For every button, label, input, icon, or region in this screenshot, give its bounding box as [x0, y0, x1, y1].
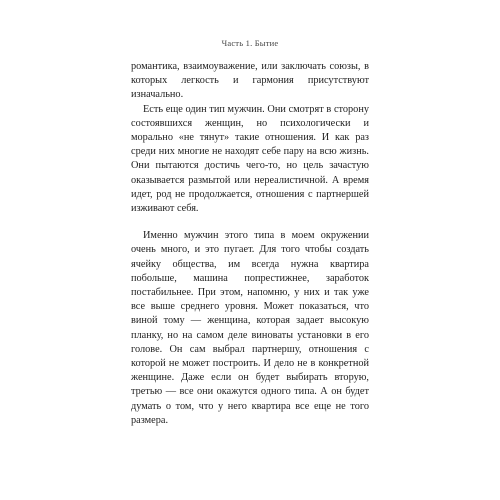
paragraph: Именно мужчин этого типа в моем окружении очень много, и это пугает. Для того чтобы создать ячейку общества, им всегда нужна квартира побольше, машина попрестижнее, заработок постабильнее. При этом, напомню, у них и так уже все выше среднего уровня. Может показаться, что виной тому — женщина, которая задает высокую планку, но на самом деле виноваты установки в его голове. Он сам выбрал партнершу, отношения с которой не может построить. И дело не в конкретной женщине. Даже если он будет выбирать вторую, третью — все они окажутся одного типа. А он будет думать о том, что у него квартира все еще не того размера.: [131, 230, 369, 426]
paragraph-continuation: романтика, взаимоуважение, или заключать союзы, в которых легкость и гармония присутствуют изначально.: [131, 61, 369, 101]
paragraph: Есть еще один тип мужчин. Они смотрят в сторону состоявшихся женщин, но психологически и морально «не тянут» такие отношения. И как раз среди них многие не находят себе пару на всю жизнь. Они пытаются достичь чего-то, но цель зачастую оказывается размытой или нереалистичной. А время идет, род не продолжается, отношения с партнершей изживают себя.: [131, 103, 369, 215]
running-header: Часть 1. Бытие: [221, 38, 279, 48]
body-text: [131, 60, 369, 428]
